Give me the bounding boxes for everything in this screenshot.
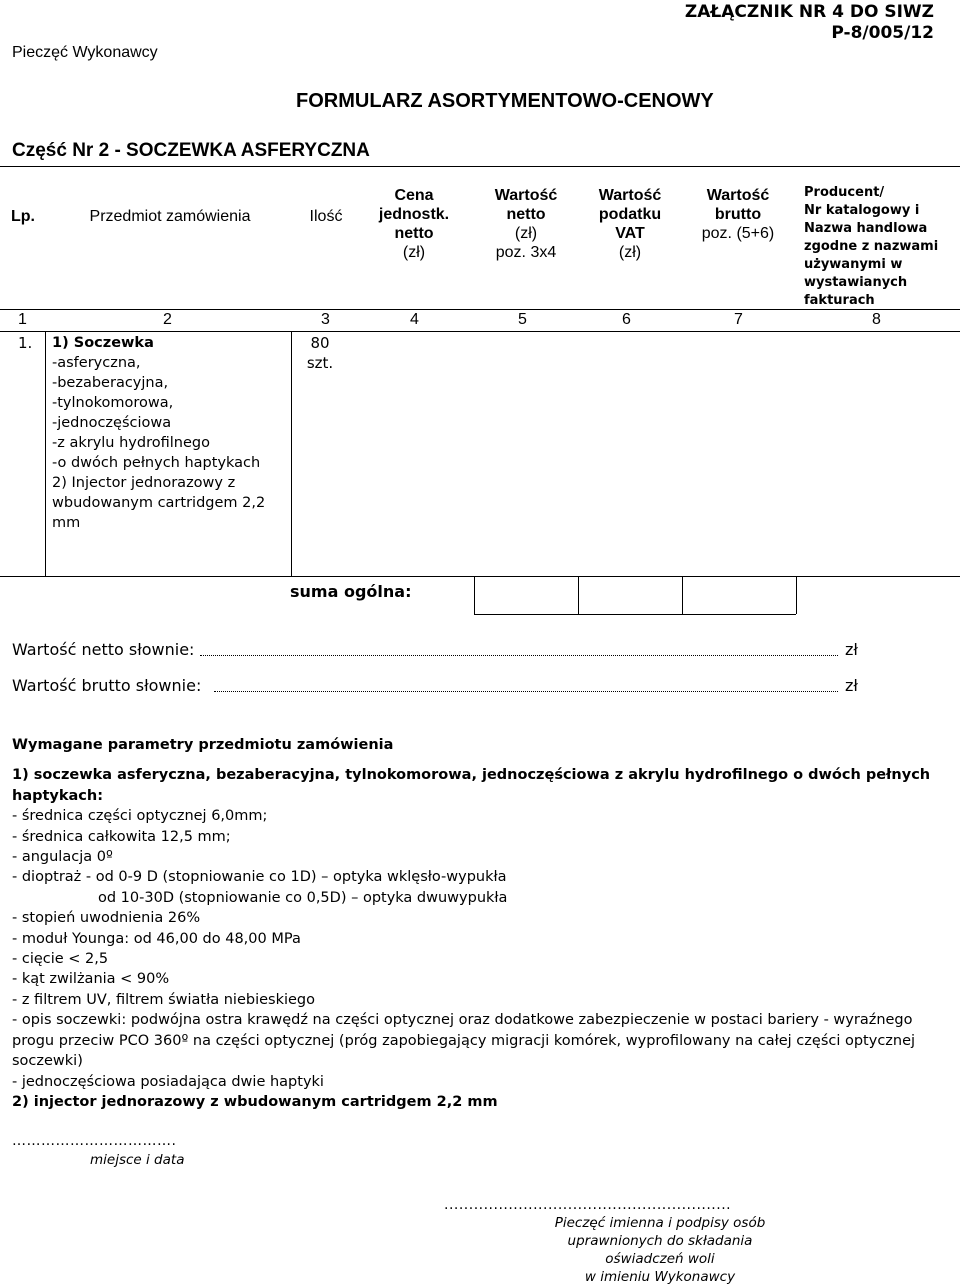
signature-caption: Pieczęć imienna i podpisy osób uprawnionych do składania oświadczeń woli w imieniu Wykonawcy [554,1215,766,1285]
sum-cell-left [474,576,475,614]
gross-currency: zł [845,676,858,695]
param-line: - opis soczewki: podwójna ostra krawędź na części optycznej oraz dodatkowe zabezpieczenie w postaci bariery - wyraźnego progu przeciw PCO 360º na części optycznej (próg zapobiegający migracji komórek, wyprofilowany na całej części optycznej soczewki) [12,1012,916,1070]
param-line: - cięcie < 2,5 [12,951,109,968]
sum-total-label: suma ogólna: [290,582,412,601]
required-parameters [12,735,947,1112]
param-line: - z filtrem UV, filtrem światła niebieskiego [12,991,315,1008]
sum-cell-right [682,576,683,614]
column-number: 1 [18,311,27,328]
reference-number: P-8/005/12 [831,23,934,43]
param-line: - kąt zwilżania < 90% [12,971,170,988]
item-quantity: 80 szt. [306,334,334,372]
form-title: FORMULARZ ASORTYMENTOWO-CENOWY [296,90,714,112]
part-title: Część Nr 2 - SOCZEWKA ASFERYCZNA [12,140,370,161]
column-number: 2 [163,311,172,328]
header-producer: Producent/ Nr katalogowy i Nazwa handlowa zgodne z nazwami używanymi w wystawianych fakturach [804,185,939,308]
table-top-border [0,166,960,167]
item-description: 1) Soczewka -asferyczna, -bezaberacyjna, -tylnokomorowa, -jednoczęściowa -z akrylu hydrofilnego -o dwóch pełnych haptykach 2) Injector jednorazowy z wbudowanym cartridgem 2,2 mm [52,335,266,531]
table-item-border [0,576,960,577]
sum-cell-mid [578,576,579,614]
header-gross-value: Wartość brutto poz. (5+6) [701,187,775,242]
param-line: - angulacja 0º [12,849,113,866]
column-number: 7 [734,311,743,328]
place-date-caption: miejsce i data [90,1152,185,1168]
sum-bottom-border [474,614,796,615]
signature-line[interactable]: .......................................................... [444,1197,732,1213]
param-line: - średnica części optycznej 6,0mm; [12,808,268,825]
table-numbers-border [0,331,960,332]
param-line: - moduł Younga: od 46,00 do 48,00 MPa [12,930,301,947]
net-currency: zł [845,640,858,659]
net-in-words-line[interactable] [200,655,838,656]
annex-header [685,2,934,44]
column-number: 5 [518,311,527,328]
sum-cell-end [796,576,797,614]
header-net-value: Wartość netto (zł) poz. 3x4 [494,187,558,261]
header-unit-price: Cena jednostk. netto (zł) [378,187,450,261]
param-line-indent: od 10-30D (stopniowanie co 0,5D) – optyka dwuwypukła [98,889,508,906]
parameters-title: Wymagane parametry przedmiotu zamówienia [12,737,394,753]
injector-heading: 2) injector jednorazowy z wbudowanym cartridgem 2,2 mm [12,1093,498,1110]
col-divider-lp [45,331,46,576]
param-line: - jednoczęściowa posiadająca dwie haptyki [12,1073,324,1090]
column-number: 3 [321,311,330,328]
header-subject: Przedmiot zamówienia [89,208,251,225]
header-lp: Lp. [11,208,35,225]
column-number: 8 [872,311,881,328]
column-number: 4 [410,311,419,328]
column-number: 6 [622,311,631,328]
item-lp: 1. [18,334,33,352]
gross-in-words-line[interactable] [214,691,838,692]
lens-heading: 1) soczewka asferyczna, bezaberacyjna, tylnokomorowa, jednoczęściowa z akrylu hydrofilnego o dwóch pełnych haptykach: [12,767,931,804]
col-divider-subject [291,331,292,576]
place-date-line[interactable]: ……………………………. [12,1133,177,1149]
header-quantity: Ilość [309,208,343,225]
net-in-words-label: Wartość netto słownie: [12,640,195,659]
gross-in-words-label: Wartość brutto słownie: [12,676,202,695]
header-vat-value: Wartość podatku VAT (zł) [598,187,662,261]
contractor-stamp-label: Pieczęć Wykonawcy [12,44,158,61]
param-line: - dioptraż - od 0-9 D (stopniowanie co 1D) – optyka wklęsło-wypukła [12,869,507,886]
param-line: - stopień uwodnienia 26% [12,910,201,927]
param-line: - średnica całkowita 12,5 mm; [12,828,231,845]
annex-title: ZAŁĄCZNIK NR 4 DO SIWZ [684,2,934,22]
